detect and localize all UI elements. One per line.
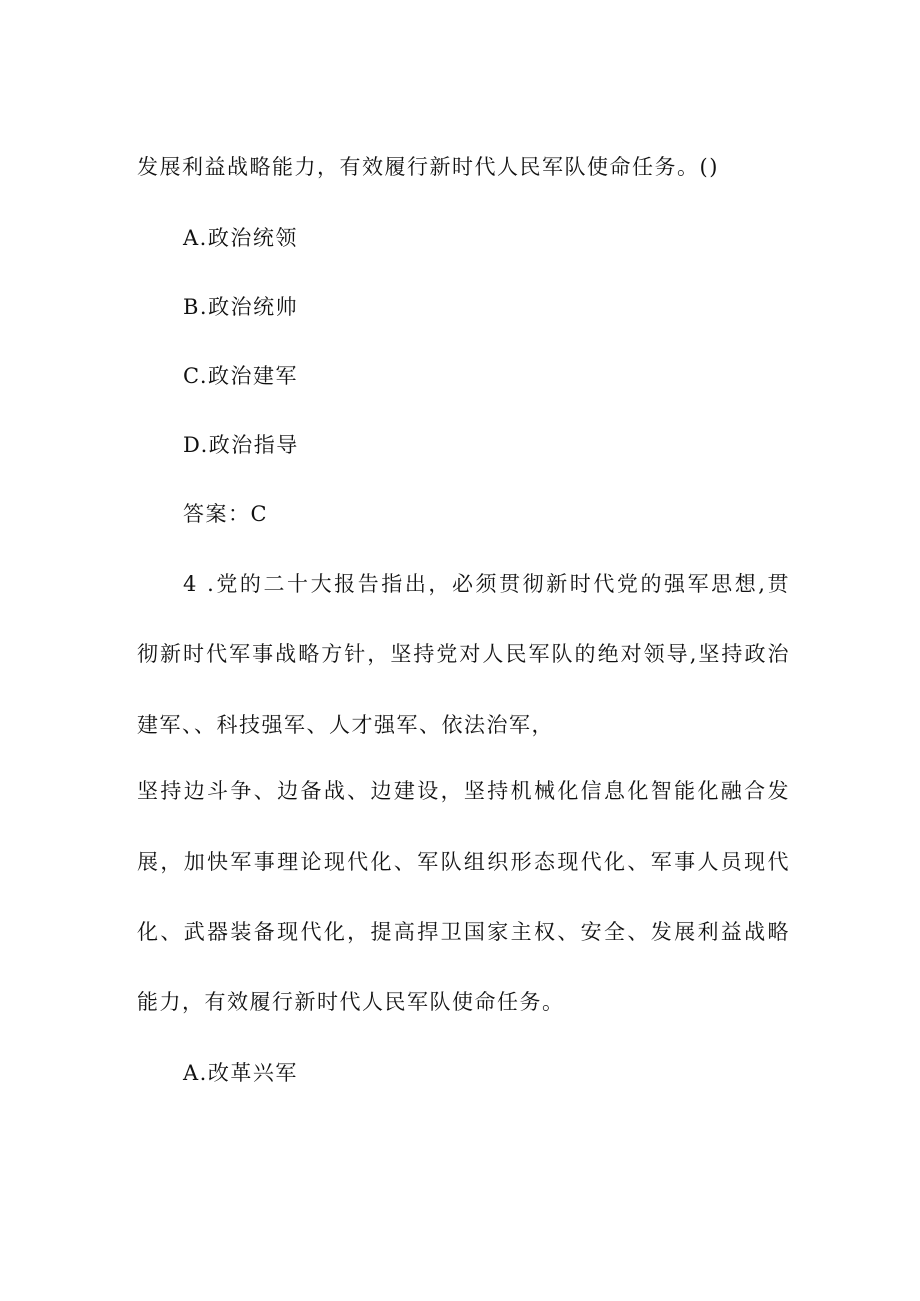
question3-answer: 答案：C — [183, 502, 269, 526]
question4-option-a: A.改革兴军 — [183, 1061, 298, 1085]
question4-line-2: 彻新时代军事战略方针，坚持党对人民军队的绝对领导,坚持政治 — [137, 642, 790, 666]
question3-option-d: D.政治指导 — [183, 433, 299, 457]
question3-option-a: A.政治统领 — [183, 226, 298, 250]
question4-line-4: 坚持边斗争、边备战、边建设，坚持机械化信息化智能化融合发 — [137, 779, 790, 803]
question4-line-1: 4 .党的二十大报告指出，必须贯彻新时代党的强军思想,贯 — [183, 572, 790, 596]
question4-line-6: 化、武器装备现代化，提高捍卫国家主权、安全、发展利益战略 — [137, 920, 790, 944]
question4-line-5: 展，加快军事理论现代化、军队组织形态现代化、军事人员现代 — [137, 850, 790, 874]
question4-line-7: 能力，有效履行新时代人民军队使命任务。 — [137, 990, 565, 1014]
question3-option-b: B.政治统帅 — [183, 295, 299, 319]
question4-line-3: 建军、、科技强军、人才强军、依法治军， — [137, 713, 554, 737]
question3-stem-tail: 发展利益战略能力，有效履行新时代人民军队使命任务。() — [137, 155, 719, 179]
question3-option-c: C.政治建军 — [183, 364, 298, 388]
